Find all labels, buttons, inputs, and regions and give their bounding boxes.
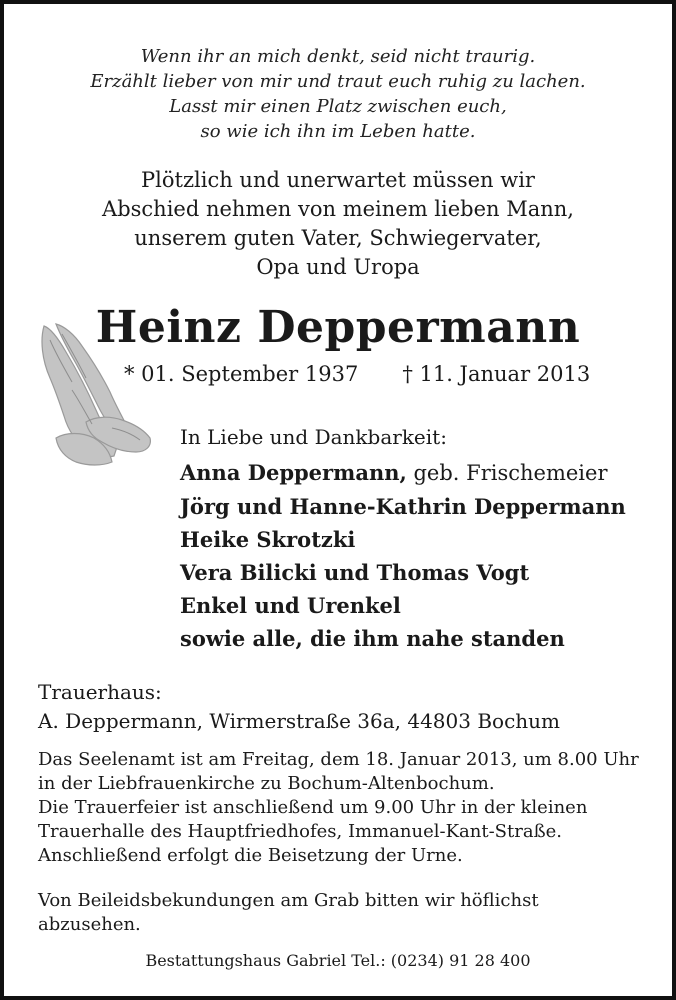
- poem-line: Erzählt lieber von mir und traut euch ruhig zu lachen.: [90, 71, 586, 92]
- mourner-entry: Enkel und Urenkel: [180, 593, 401, 618]
- poem-line: Lasst mir einen Platz zwischen euch,: [169, 96, 507, 117]
- intro-line: Opa und Uropa: [256, 255, 420, 279]
- service-info-line: in der Liebfrauenkirche zu Bochum-Altenbochum.: [38, 773, 495, 794]
- service-info-line: Die Trauerfeier ist anschließend um 9.00 Uhr in der kleinen: [38, 797, 588, 818]
- birth-date: * 01. September 1937: [124, 362, 359, 386]
- mourning-house: [38, 678, 560, 736]
- intro-line: Plötzlich und unerwartet müssen wir: [141, 168, 535, 192]
- condolence-line: abzusehen.: [38, 914, 141, 935]
- service-info-line: Das Seelenamt ist am Freitag, dem 18. Januar 2013, um 8.00 Uhr: [38, 749, 639, 770]
- mourner-name: Anna Deppermann,: [180, 460, 407, 485]
- intro-line: unserem guten Vater, Schwiegervater,: [134, 226, 542, 250]
- death-date: † 11. Januar 2013: [402, 362, 591, 386]
- mourners-list: [180, 456, 626, 655]
- mourner-entry: Jörg und Hanne-Kathrin Deppermann: [180, 494, 626, 519]
- intro-text: [4, 166, 672, 282]
- condolence-note: [38, 889, 539, 937]
- condolence-line: Von Beileidsbekundungen am Grab bitten wir höflichst: [38, 890, 539, 911]
- service-info-line: Anschließend erfolgt die Beisetzung der Urne.: [38, 845, 463, 866]
- deceased-name: Heinz Deppermann: [95, 302, 581, 353]
- mourning-house-label: Trauerhaus:: [38, 680, 162, 704]
- poem: [4, 44, 672, 144]
- mourning-house-address: A. Deppermann, Wirmerstraße 36a, 44803 Bochum: [38, 709, 560, 733]
- funeral-home-footer: Bestattungshaus Gabriel Tel.: (0234) 91 28 400: [145, 951, 531, 970]
- mourner-maiden-name: geb. Frischemeier: [406, 461, 608, 485]
- mourner-entry: sowie alle, die ihm nahe standen: [180, 626, 565, 651]
- service-info: [38, 748, 639, 868]
- mourners-heading: In Liebe und Dankbarkeit:: [180, 425, 447, 449]
- mourner-entry: [180, 456, 626, 490]
- service-info-line: Trauerhalle des Hauptfriedhofes, Immanuel-Kant-Straße.: [38, 821, 562, 842]
- poem-line: Wenn ihr an mich denkt, seid nicht traurig.: [140, 46, 536, 67]
- poem-line: so wie ich ihn im Leben hatte.: [200, 121, 476, 142]
- mourner-entry: Vera Bilicki und Thomas Vogt: [180, 560, 530, 585]
- mourner-entry: Heike Skrotzki: [180, 527, 356, 552]
- intro-line: Abschied nehmen von meinem lieben Mann,: [102, 197, 574, 221]
- life-dates: [124, 360, 590, 388]
